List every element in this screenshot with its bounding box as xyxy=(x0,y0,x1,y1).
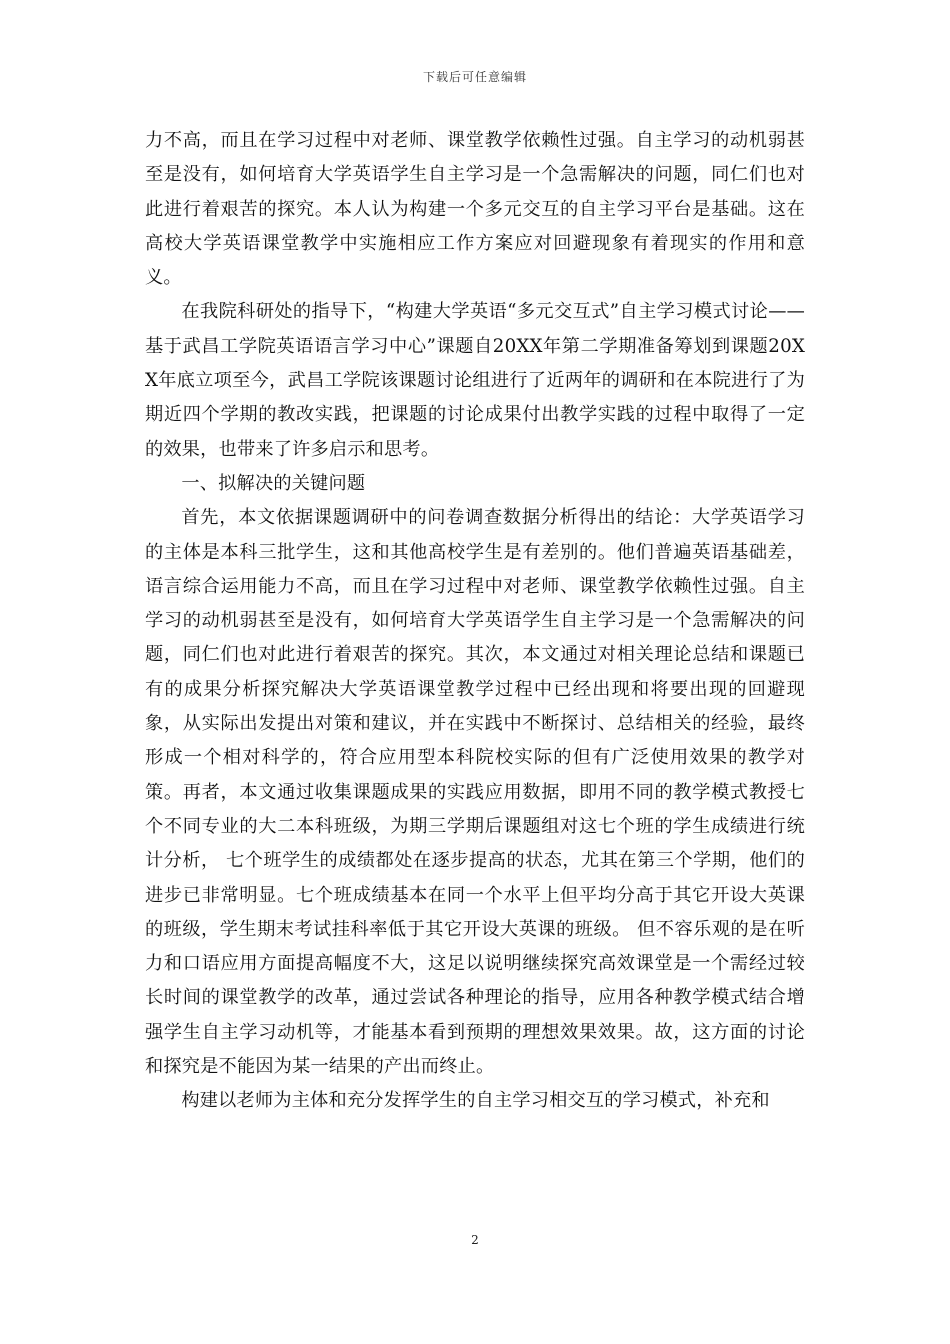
paragraph-4: 构建以老师为主体和充分发挥学生的自主学习相交互的学习模式，补充和 xyxy=(181,1090,770,1112)
section-heading: 一、拟解决的关键问题 xyxy=(181,472,366,494)
paragraph-3: 首先，本文依据课题调研中的问卷调查数据分析得出的结论：大学英语学习的主体是本科三批学生，这和其他高校学生是有差别的。他们普遍英语基础差，语言综合运用能力不高，而且在学习过程中对老师、课堂教学依赖性过强。自主学习的动机弱甚至是没有，如何培育大学英语学生自主学习是一个急需解决的问题，同仁们也对此进行着艰苦的探究。其次，本文通过对相关理论总结和课题已有的成果分析探究解决大学英语课堂教学过程中已经出现和将要出现的回避现象，从实际出发提出对策和建议，并在实践中不断探讨、总结相关的经验，最终形成一个相对科学的，符合应用型本科院校实际的但有广泛使用效果的教学对策。再者，本文通过收集课题成果的实践应用数据，即用不同的教学模式教授七个不同专业的大二本科班级，为期三学期后课题组对这七个班的学生成绩进行统计分析， 七个班学生的成绩都处在逐步提高的状态，尤其在第三个学期，他们的进步已非常明显。七个班成绩基本在同一个水平上但平均分高于其它开设大英课的班级，学生期末考试挂科率低于其它开设大英课的班级。 但不容乐观的是在听力和口语应用方面提高幅度不大，这足以说明继续探究高效课堂是一个需经过较长时间的课堂教学的改革，通过尝试各种理论的指导，应用各种教学模式结合增强学生自主学习动机等，才能基本看到预期的理想效果效果。故，这方面的讨论和探究是不能因为某一结果的产出而终止。 xyxy=(145,507,805,1078)
document-body xyxy=(145,124,805,1119)
page-header: 下载后可任意编辑 xyxy=(422,70,527,84)
paragraph-1: 力不高，而且在学习过程中对老师、课堂教学依赖性过强。自主学习的动机弱甚至是没有，如何培育大学英语学生自主学习是一个急需解决的问题，同仁们也对此进行着艰苦的探究。本人认为构建一个多元交互的自主学习平台是基础。这在高校大学英语课堂教学中实施相应工作方案应对回避现象有着现实的作用和意义。 xyxy=(145,130,805,289)
paragraph-2: 在我院科研处的指导下，“构建大学英语“多元交互式”自主学习模式讨论——基于武昌工学院英语语言学习中心”课题自20XX年第二学期准备筹划到课题20XX年底立项至今，武昌工学院该课题讨论组进行了近两年的调研和在本院进行了为期近四个学期的教改实践，把课题的讨论成果付出教学实践的过程中取得了一定的效果，也带来了许多启示和思考。 xyxy=(145,301,805,460)
page-number: 2 xyxy=(471,1233,479,1247)
